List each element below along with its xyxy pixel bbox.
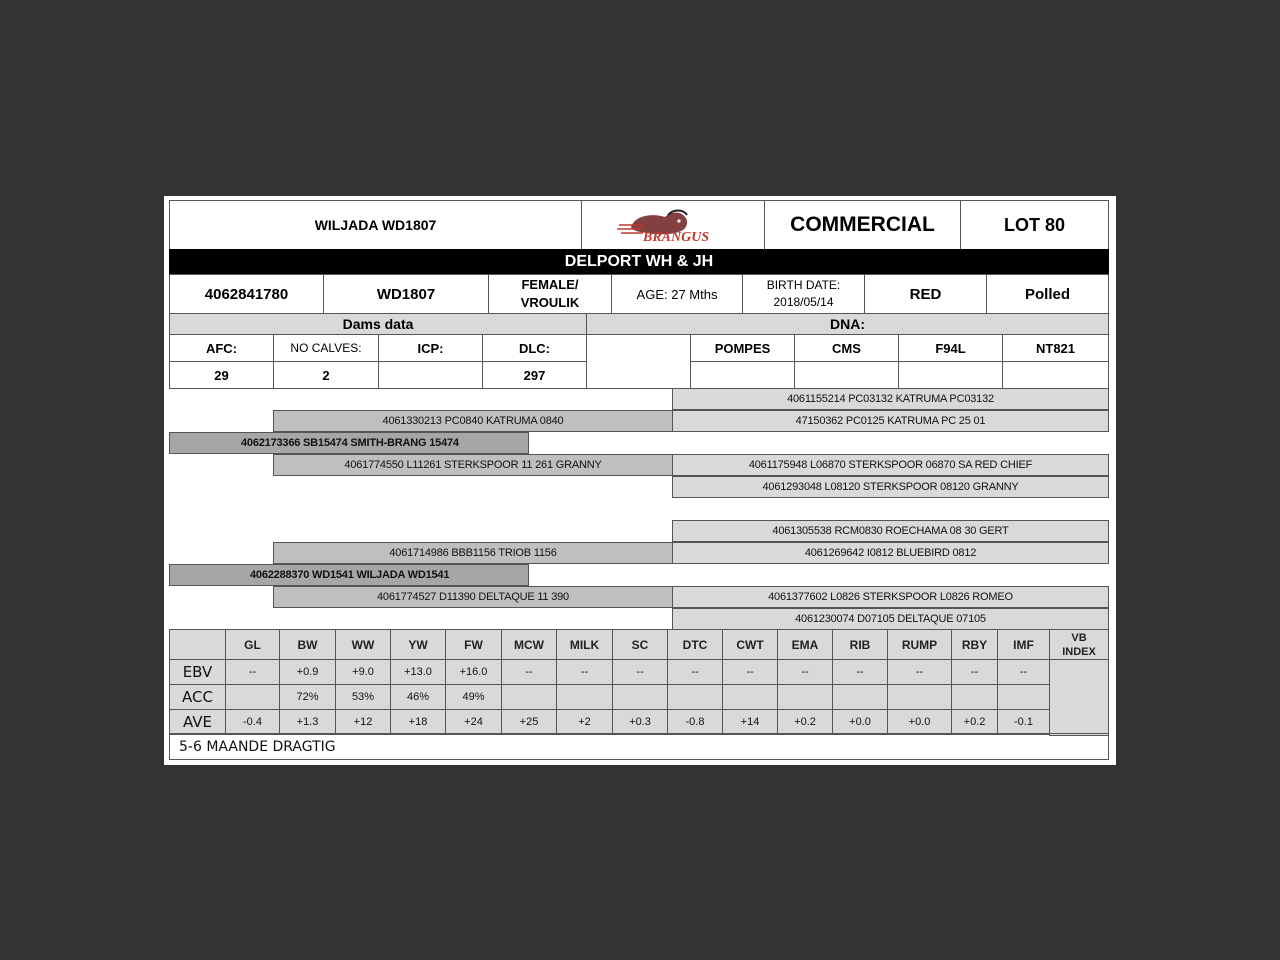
- colour-label: RED: [864, 274, 987, 314]
- icp-header: ICP:: [378, 334, 483, 362]
- ebv-cell: --: [612, 659, 668, 685]
- no-calves-header: NO CALVES:: [273, 334, 379, 362]
- ebv-cell: --: [501, 659, 557, 685]
- ebv-col-header: RUMP: [887, 629, 952, 660]
- ebv-cell: --: [887, 659, 952, 685]
- ebv-cell: 53%: [335, 684, 391, 710]
- ebv-col-header: CWT: [722, 629, 778, 660]
- dna-nt821-value: [1002, 361, 1109, 389]
- ebv-cell: +24: [445, 709, 502, 735]
- ebv-cell: +0.9: [279, 659, 336, 685]
- dna-title: DNA:: [586, 313, 1109, 335]
- ebv-cell: [777, 684, 833, 710]
- logo-text: BRANGUS: [643, 230, 710, 245]
- owner-banner: DELPORT WH & JH: [169, 249, 1109, 274]
- pedigree-sire-sire-sire: 4061155214 PC03132 KATRUMA PC03132: [672, 388, 1109, 410]
- pedigree-connector: [672, 476, 673, 498]
- dlc-header: DLC:: [482, 334, 587, 362]
- category-label: COMMERCIAL: [764, 200, 961, 250]
- ebv-cell: +9.0: [335, 659, 391, 685]
- pedigree-sire-dam-dam: 4061293048 L08120 STERKSPOOR 08120 GRANNY: [672, 476, 1109, 498]
- vb-index-line-1: VB: [1071, 631, 1087, 644]
- ebv-cell: [997, 684, 1050, 710]
- dna-pompes-value: [690, 361, 795, 389]
- afc-value: 29: [169, 361, 274, 389]
- pedigree-sire-sire: 4061330213 PC0840 KATRUMA 0840: [273, 410, 673, 432]
- ebv-cell: +0.3: [612, 709, 668, 735]
- vb-index-line-2: INDEX: [1062, 645, 1096, 658]
- ebv-cell: --: [777, 659, 833, 685]
- ebv-cell: -0.8: [667, 709, 723, 735]
- ebv-col-header: DTC: [667, 629, 723, 660]
- ebv-cell: --: [667, 659, 723, 685]
- ebv-cell: --: [556, 659, 613, 685]
- dna-blank: [586, 334, 691, 389]
- birth-date: [742, 274, 865, 314]
- ebv-cell: [612, 684, 668, 710]
- ebv-cell: +14: [722, 709, 778, 735]
- dna-cms-header: CMS: [794, 334, 899, 362]
- ebv-cell: +18: [390, 709, 446, 735]
- pedigree-sire-dam: 4061774550 L11261 STERKSPOOR 11 261 GRANNY: [273, 454, 673, 476]
- sex-line-2: VROULIK: [520, 295, 580, 310]
- icp-value: [378, 361, 483, 389]
- pedigree-connector: [672, 520, 673, 542]
- registration-number: 4062841780: [169, 274, 324, 314]
- dna-cms-value: [794, 361, 899, 389]
- ebv-col-header: GL: [225, 629, 280, 660]
- ebv-cell: [667, 684, 723, 710]
- dna-pompes-header: POMPES: [690, 334, 795, 362]
- pedigree-connector: [273, 586, 274, 608]
- ebv-cell: +1.3: [279, 709, 336, 735]
- ebv-cell: [501, 684, 557, 710]
- ebv-col-header: IMF: [997, 629, 1050, 660]
- ebv-cell: [887, 684, 952, 710]
- pedigree-dam: 4062288370 WD1541 WILJADA WD1541: [169, 564, 529, 586]
- ebv-cell: [556, 684, 613, 710]
- pedigree-dam-dam-dam: 4061230074 D07105 DELTAQUE 07105: [672, 608, 1109, 630]
- pedigree-dam-dam: 4061774527 D11390 DELTAQUE 11 390: [273, 586, 673, 608]
- ebv-cell: +0.0: [887, 709, 952, 735]
- bull-logo-icon: [613, 205, 733, 245]
- ebv-col-header: SC: [612, 629, 668, 660]
- ebv-cell: --: [951, 659, 998, 685]
- ebv-cell: +13.0: [390, 659, 446, 685]
- ebv-cell: -0.1: [997, 709, 1050, 735]
- ebv-col-header: EMA: [777, 629, 833, 660]
- animal-name: WILJADA WD1807: [169, 200, 582, 250]
- lot-card: [164, 196, 1116, 765]
- ebv-cell: +2: [556, 709, 613, 735]
- ebv-col-header: WW: [335, 629, 391, 660]
- ebv-col-header: MCW: [501, 629, 557, 660]
- afc-header: AFC:: [169, 334, 274, 362]
- ebv-cell: +12: [335, 709, 391, 735]
- age-label: AGE: 27 Mths: [611, 274, 743, 314]
- ebv-cell: +25: [501, 709, 557, 735]
- lot-number: LOT 80: [960, 200, 1109, 250]
- ebv-cell: [951, 684, 998, 710]
- ebv-cell: -0.4: [225, 709, 280, 735]
- footer-note: 5-6 MAANDE DRAGTIG: [169, 733, 1109, 760]
- ebv-cell: +0.2: [951, 709, 998, 735]
- dna-f94l-header: F94L: [898, 334, 1003, 362]
- ebv-cell: [225, 684, 280, 710]
- sex-line-1: FEMALE/: [521, 277, 579, 292]
- brangus-logo: [581, 200, 765, 250]
- sex-label: [488, 274, 612, 314]
- ebv-row-label: EBV: [169, 659, 226, 685]
- ebv-cell: [722, 684, 778, 710]
- dna-nt821-header: NT821: [1002, 334, 1109, 362]
- ebv-cell: +0.2: [777, 709, 833, 735]
- ebv-cell: --: [832, 659, 888, 685]
- dlc-value: 297: [482, 361, 587, 389]
- lot-card-inner: [169, 200, 1109, 760]
- pedigree-dam-sire-sire: 4061305538 RCM0830 ROECHAMA 08 30 GERT: [672, 520, 1109, 542]
- horn-status: Polled: [986, 274, 1109, 314]
- pedigree-sire-sire-dam: 47150362 PC0125 KATRUMA PC 25 01: [672, 410, 1109, 432]
- dna-f94l-value: [898, 361, 1003, 389]
- vb-index-value: [1049, 659, 1109, 736]
- ebv-cell: --: [722, 659, 778, 685]
- ebv-cell: 49%: [445, 684, 502, 710]
- ebv-row-label: ACC: [169, 684, 226, 710]
- no-calves-value: 2: [273, 361, 379, 389]
- pedigree-dam-dam-sire: 4061377602 L0826 STERKSPOOR L0826 ROMEO: [672, 586, 1109, 608]
- ebv-col-header: MILK: [556, 629, 613, 660]
- vb-index-header: [1049, 629, 1109, 660]
- ebv-col-header: BW: [279, 629, 336, 660]
- ebv-corner-cell: [169, 629, 226, 660]
- ebv-cell: 46%: [390, 684, 446, 710]
- birth-date-label: BIRTH DATE:: [766, 278, 841, 292]
- pedigree-sire: 4062173366 SB15474 SMITH-BRANG 15474: [169, 432, 529, 454]
- ebv-cell: --: [997, 659, 1050, 685]
- pedigree-sire-dam-sire: 4061175948 L06870 STERKSPOOR 06870 SA RED CHIEF: [672, 454, 1109, 476]
- tag-number: WD1807: [323, 274, 489, 314]
- pedigree-connector: [273, 454, 274, 476]
- ebv-col-header: FW: [445, 629, 502, 660]
- ebv-cell: --: [225, 659, 280, 685]
- ebv-cell: +16.0: [445, 659, 502, 685]
- ebv-col-header: YW: [390, 629, 446, 660]
- pedigree-dam-sire: 4061714986 BBB1156 TRIOB 1156: [273, 542, 673, 564]
- dams-data-title: Dams data: [169, 313, 587, 335]
- ebv-cell: [832, 684, 888, 710]
- ebv-col-header: RBY: [951, 629, 998, 660]
- birth-date-value: 2018/05/14: [773, 295, 834, 309]
- pedigree-dam-sire-dam: 4061269642 I0812 BLUEBIRD 0812: [672, 542, 1109, 564]
- ebv-cell: +0.0: [832, 709, 888, 735]
- ebv-row-label: AVE: [169, 709, 226, 735]
- ebv-cell: 72%: [279, 684, 336, 710]
- ebv-col-header: RIB: [832, 629, 888, 660]
